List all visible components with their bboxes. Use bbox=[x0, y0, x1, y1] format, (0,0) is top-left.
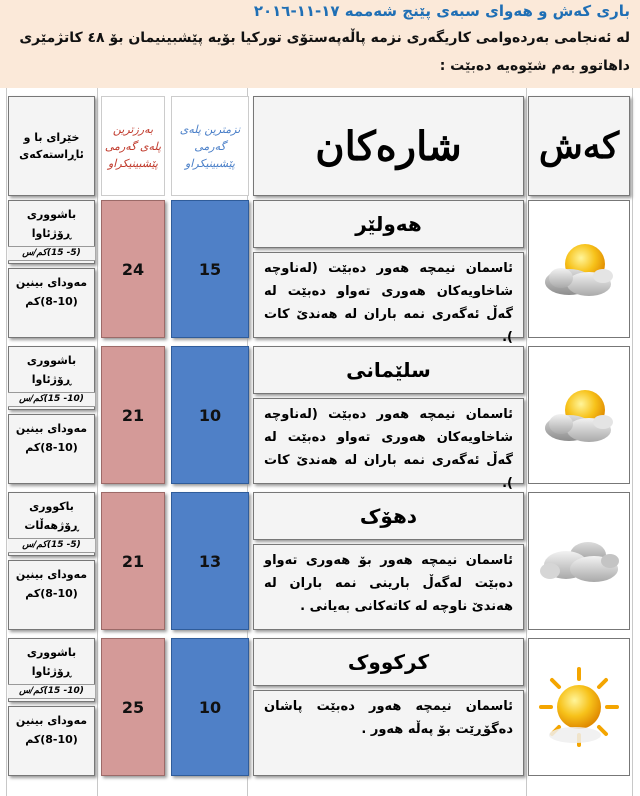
header bbox=[0, 0, 640, 84]
visibility-cell bbox=[8, 414, 95, 484]
wind-cell bbox=[8, 200, 95, 264]
max-temp: 21 bbox=[101, 346, 165, 484]
wind-speed: (5- 15)کم/س bbox=[8, 538, 95, 553]
visibility-cell bbox=[8, 560, 95, 630]
sun-behind-clouds-icon bbox=[528, 200, 630, 338]
max-temp: 21 bbox=[101, 492, 165, 630]
forecast-table bbox=[0, 88, 640, 796]
city-name: هەولێر bbox=[253, 200, 524, 248]
forecast-description: ئاسمان نیمچە هەور دەبێت پاشان دەگۆڕێت بۆ پەڵە هەور . bbox=[253, 690, 524, 776]
wind-speed: (5- 15)کم/س bbox=[8, 246, 95, 261]
col-header-max-temp-label: بەرزترین پلەی گەرمی پێشبینیکراو bbox=[104, 122, 162, 170]
forecast-intro: لە ئەنجامی بەردەوامی کاریگەری نزمە پاڵەپەستۆی تورکیا بۆیە پێشبینیمان بۆ ٤٨ کاتژمێری داهاتوو بەم شێوەیە دەبێت : bbox=[19, 30, 630, 74]
wind-direction: باشووری ڕۆژئاوا bbox=[26, 354, 77, 386]
visibility-label: مەودای بینین bbox=[15, 276, 88, 289]
col-header-min-temp-label: نزمترین پلەی گەرمی پێشبینیکراو bbox=[179, 122, 241, 170]
cloudy-icon bbox=[528, 492, 630, 630]
city-name: سلێمانی bbox=[253, 346, 524, 394]
forecast-description: ئاسمان نیمچە هەور دەبێت (لەناوچە شاخاویەکان هەوری تەواو دەبێت لە گەڵ ئەگەری نمە باران لە هەندێ کات ). bbox=[253, 252, 524, 338]
visibility-label: مەودای بینین bbox=[15, 568, 88, 581]
city-name: دهۆک bbox=[253, 492, 524, 540]
wind-speed: (10- 15)کم/س bbox=[8, 684, 95, 699]
max-temp: 25 bbox=[101, 638, 165, 776]
col-header-min-temp bbox=[171, 96, 249, 196]
col-header-cities: شارەکان bbox=[253, 96, 524, 196]
wind-cell bbox=[8, 492, 95, 556]
min-temp: 10 bbox=[171, 346, 249, 484]
wind-direction: باشووری ڕۆژئاوا bbox=[26, 208, 77, 240]
visibility-value: (8-10)کم bbox=[25, 295, 78, 308]
city-name: کرکووک bbox=[253, 638, 524, 686]
min-temp: 10 bbox=[171, 638, 249, 776]
min-temp: 13 bbox=[171, 492, 249, 630]
wind-speed: (10- 15)کم/س bbox=[8, 392, 95, 407]
visibility-value: (8-10)کم bbox=[25, 587, 78, 600]
sun-behind-clouds-icon bbox=[528, 346, 630, 484]
sun-icon bbox=[528, 638, 630, 776]
col-header-wind: خێرای با و ئاڕاستەکەی bbox=[8, 96, 95, 196]
page-title: باری کەش و هەوای سبەی پێنج شەممە ١٧-١١-٢٠١٦ bbox=[253, 2, 630, 20]
wind-cell bbox=[8, 346, 95, 410]
forecast-description: ئاسمان نیمچە هەور دەبێت (لەناوچە شاخاویەکان هەوری تەواو دەبێت لە گەڵ ئەگەری نمە باران لە هەندێ کات ). bbox=[253, 398, 524, 484]
max-temp: 24 bbox=[101, 200, 165, 338]
wind-direction: باشووری ڕۆژئاوا bbox=[26, 646, 77, 678]
col-header-weather: کەش bbox=[528, 96, 630, 196]
col-header-max-temp bbox=[101, 96, 165, 196]
min-temp: 15 bbox=[171, 200, 249, 338]
visibility-value: (8-10)کم bbox=[25, 733, 78, 746]
visibility-value: (8-10)کم bbox=[25, 441, 78, 454]
wind-direction: باکووری ڕۆژهەڵات bbox=[24, 500, 79, 532]
visibility-label: مەودای بینین bbox=[15, 714, 88, 727]
visibility-cell bbox=[8, 268, 95, 338]
forecast-description: ئاسمان نیمچە هەور بۆ هەوری تەواو دەبێت لەگەڵ بارینی نمە باران لە هەندێ ناوچە لە کاتەکانی بەیانی . bbox=[253, 544, 524, 630]
visibility-cell bbox=[8, 706, 95, 776]
wind-cell bbox=[8, 638, 95, 702]
visibility-label: مەودای بینین bbox=[15, 422, 88, 435]
